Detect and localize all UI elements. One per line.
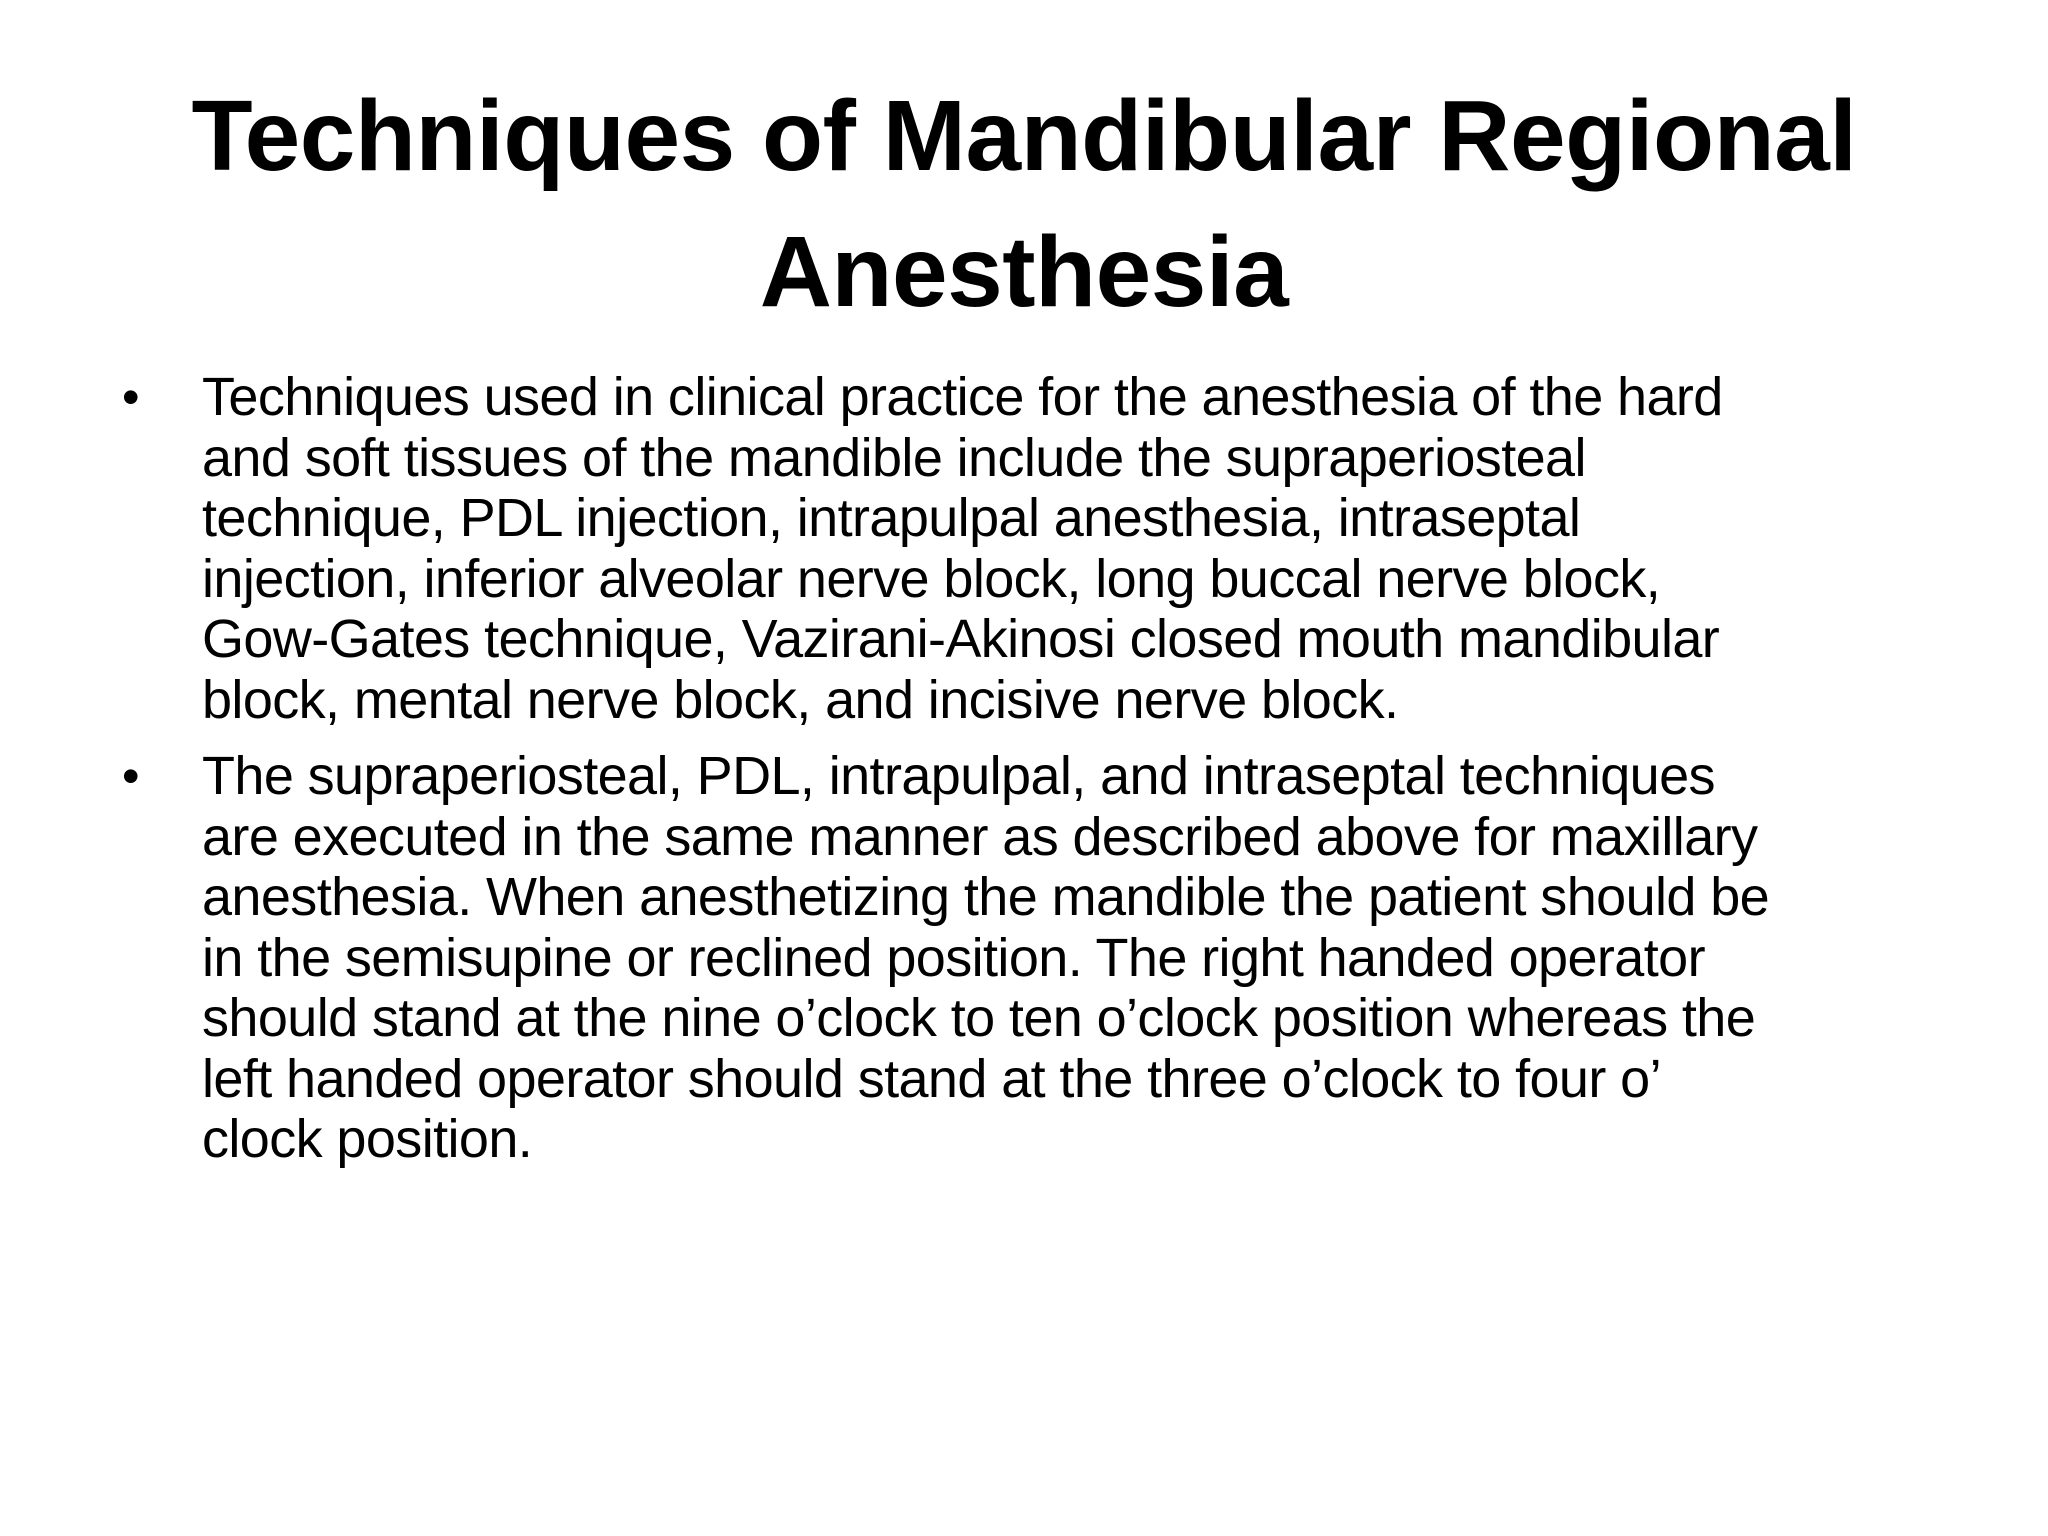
bullet-text-line: The supraperiosteal, PDL, intrapulpal, and intraseptal techniques (202, 746, 1715, 806)
slide-title (120, 68, 1928, 340)
bullet-text-line: in the semisupine or reclined position. The right handed operator (202, 927, 1705, 988)
bullet-item (120, 367, 1950, 730)
bullet-item (120, 746, 1950, 1170)
title-line: Techniques of Mandibular Regional (191, 80, 1857, 192)
bullet-text-line: should stand at the nine o’clock to ten o’clock position whereas the (202, 988, 1756, 1048)
bullet-text-line: Gow-Gates technique, Vazirani-Akinosi closed mouth mandibular (202, 609, 1720, 669)
bullet-text-line: left handed operator should stand at the three o’clock to four o’ (202, 1048, 1661, 1109)
bullet-text-line: Techniques used in clinical practice for the anesthesia of the hard (202, 367, 1723, 427)
bullet-text-line: anesthesia. When anesthetizing the mandible the patient should be (202, 867, 1770, 927)
bullet-icon: • (122, 369, 139, 425)
title-line: Anesthesia (759, 216, 1289, 328)
bullet-icon: • (122, 748, 139, 804)
bullet-text-line: clock position. (202, 1109, 533, 1169)
bullet-text-line: injection, inferior alveolar nerve block, long buccal nerve block, (202, 548, 1661, 609)
bullet-list (120, 367, 1950, 1186)
bullet-text-line: and soft tissues of the mandible include the supraperiosteal (202, 427, 1586, 488)
bullet-text-line: are executed in the same manner as described above for maxillary (202, 806, 1758, 867)
bullet-text-line: block, mental nerve block, and incisive nerve block. (202, 669, 1399, 730)
bullet-text-line: technique, PDL injection, intrapulpal anesthesia, intraseptal (202, 488, 1581, 548)
